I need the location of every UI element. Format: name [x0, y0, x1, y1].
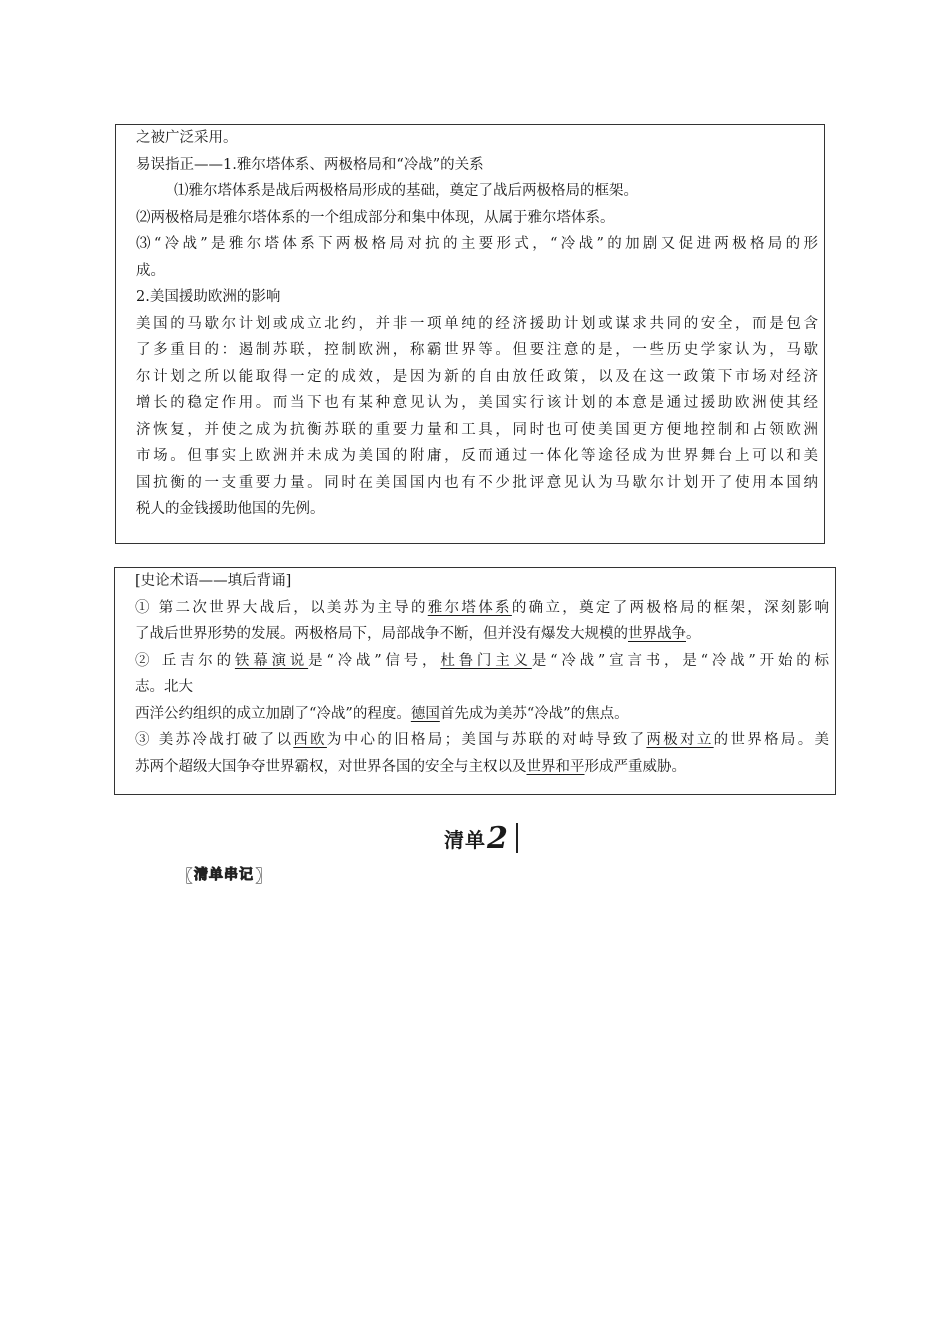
text-line: 成。 [136, 262, 165, 279]
text-line: 济恢复，并使之成为抗衡苏联的重要力量和工具，同时也可使美国更方便地控制和占领欧洲 [136, 421, 818, 438]
text-line: ③ 美苏冷战打破了以西欧为中心的旧格局；美国与苏联的对峙导致了两极对立的世界格局。美 [135, 732, 830, 748]
answer-blank: 雅尔塔体系 [427, 599, 512, 616]
text-line: 尔计划之所以能取得一定的成效，是因为新的自由放任政策，以及在这一政策下市场对经济 [136, 368, 818, 385]
terms-box [114, 567, 836, 795]
answer-blank: 德国 [410, 705, 440, 722]
text-line: 之被广泛采用。 [136, 130, 238, 146]
text-line: 美国的马歇尔计划或成立北约，并非一项单纯的经济援助计划或谋求共同的安全，而是包含 [136, 315, 818, 332]
answer-blank: 世界和平 [526, 758, 585, 775]
text-line: 西洋公约组织的成立加剧了“冷战”的程度。德国首先成为美苏“冷战”的焦点。 [135, 705, 629, 722]
answer-blank: 杜鲁门主义 [440, 652, 532, 669]
answer-blank: 世界战争 [628, 626, 686, 642]
text-line: ⑶“冷战”是雅尔塔体系下两极格局对抗的主要形式，“冷战”的加剧又促进两极格局的形 [136, 236, 818, 252]
text-line: ⑴雅尔塔体系是战后两极格局形成的基础，奠定了战后两极格局的框架。 [174, 183, 638, 199]
heading-text: 清单 [444, 827, 486, 852]
section-tag [176, 862, 272, 886]
heading-number: 2 [487, 820, 508, 856]
text-line: 增长的稳定作用。而当下也有某种意见认为，美国实行该计划的本意是通过援助欧洲使其经 [136, 395, 818, 411]
bracket-close: 〗 [255, 866, 272, 887]
text-line: 苏两个超级大国争夺世界霸权，对世界各国的安全与主权以及世界和平形成严重威胁。 [135, 758, 686, 775]
section-tag-label: 清单串记 [194, 867, 254, 883]
text-line: 了战后世界形势的发展。两极格局下，局部战争不断，但并没有爆发大规模的世界战争。 [135, 626, 701, 642]
text-line: ① 第二次世界大战后，以美苏为主导的雅尔塔体系的确立，奠定了两极格局的框架，深刻影响 [135, 599, 830, 616]
text-line: 国抗衡的一支重要力量。同时在美国国内也有不少批评意见认为马歇尔计划开了使用本国纳 [136, 474, 818, 491]
heading-divider [516, 823, 518, 853]
bracket-open: 〖 [176, 866, 193, 887]
text-line: 市场。但事实上欧洲并未成为美国的附庸，反而通过一体化等途径成为世界舞台上可以和美 [136, 448, 818, 464]
answer-blank: 西欧 [293, 732, 327, 748]
answer-blank: 铁幕演说 [234, 652, 309, 669]
text-line: ⑵两极格局是雅尔塔体系的一个组成部分和集中体现，从属于雅尔塔体系。 [136, 209, 615, 226]
text-line: ② 丘吉尔的铁幕演说是“冷战”信号，杜鲁门主义是“冷战”宣言书，是“冷战”开始的标 [135, 652, 830, 669]
text-line: 税人的金钱援助他国的先例。 [136, 501, 325, 517]
terms-title: [史论术语——填后背诵] [135, 573, 292, 589]
answer-blank: 两极对立 [646, 732, 714, 748]
text-line: 2.美国援助欧洲的影响 [136, 289, 281, 305]
text-line: 易误指正——1.雅尔塔体系、两极格局和“冷战”的关系 [136, 156, 484, 173]
text-line: 了多重目的：遏制苏联，控制欧洲，称霸世界等。但要注意的是，一些历史学家认为，马歇 [136, 342, 818, 358]
notes-box [115, 124, 825, 544]
section-heading [444, 820, 518, 856]
text-line: 志。北大 [135, 679, 193, 695]
